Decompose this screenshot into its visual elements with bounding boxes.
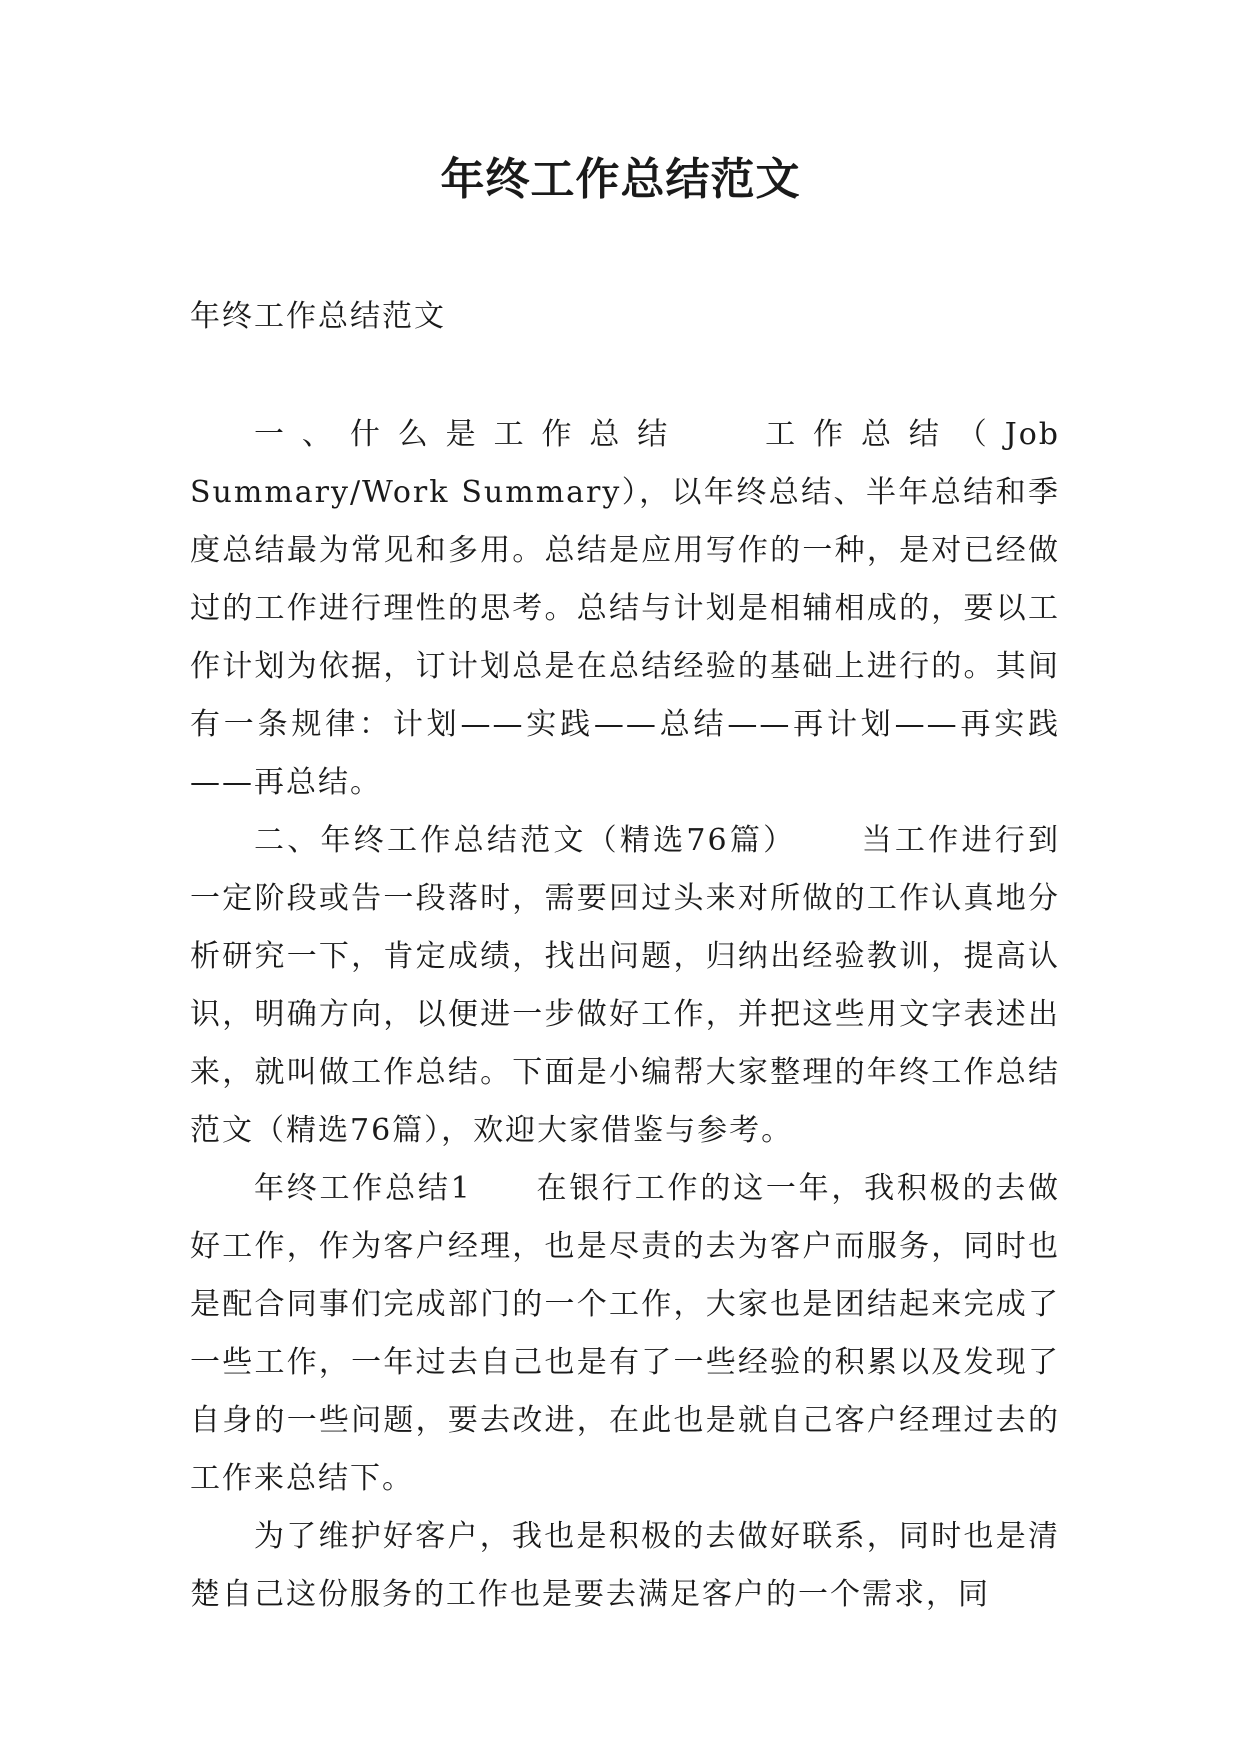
- paragraph-text: 在银行工作的这一年，我积极的去做好工作，作为客户经理，也是尽责的去为客户而服务，同时也是配合同事们完成部门的一个工作，大家也是团结起来完成了一些工作，一年过去自己也是有了一些经验的积累以及发现了自身的一些问题，要去改进，在此也是就自己客户经理过去的工作来总结下。: [190, 1171, 1060, 1496]
- paragraph-client-maintenance: [190, 1508, 1060, 1624]
- paragraph-summary-1: [190, 1160, 1060, 1508]
- paragraph-selected-examples: [190, 812, 1060, 1160]
- paragraph-heading: 二、年终工作总结范文（精选76篇）: [254, 823, 797, 858]
- document-body: [190, 406, 1060, 1624]
- paragraph-heading: 年终工作总结1: [254, 1171, 472, 1206]
- document-subtitle: 年终工作总结范文: [190, 299, 446, 334]
- paragraph-text: 为了维护好客户，我也是积极的去做好联系，同时也是清楚自己这份服务的工作也是要去满足客户的一个需求，同: [190, 1519, 1060, 1612]
- paragraph-what-is-summary: [190, 406, 1060, 812]
- document-title: 年终工作总结范文: [440, 154, 801, 205]
- paragraph-text: 当工作进行到一定阶段或告一段落时，需要回过头来对所做的工作认真地分析研究一下，肯定成绩，找出问题，归纳出经验教训，提高认识，明确方向，以便进一步做好工作，并把这些用文字表述出来，就叫做工作总结。下面是小编帮大家整理的年终工作总结范文（精选76篇），欢迎大家借鉴与参考。: [190, 823, 1060, 1148]
- paragraph-heading: 一、什么是工作总结: [254, 417, 686, 452]
- paragraph-text: 工作总结（Job Summary/Work Summary），以年终总结、半年总结和季度总结最为常见和多用。总结是应用写作的一种，是对已经做过的工作进行理性的思考。总结与计划是相辅相成的，要以工作计划为依据，订计划总是在总结经验的基础上进行的。其间有一条规律：计划——实践——总结——再计划——再实践——再总结。: [190, 417, 1061, 800]
